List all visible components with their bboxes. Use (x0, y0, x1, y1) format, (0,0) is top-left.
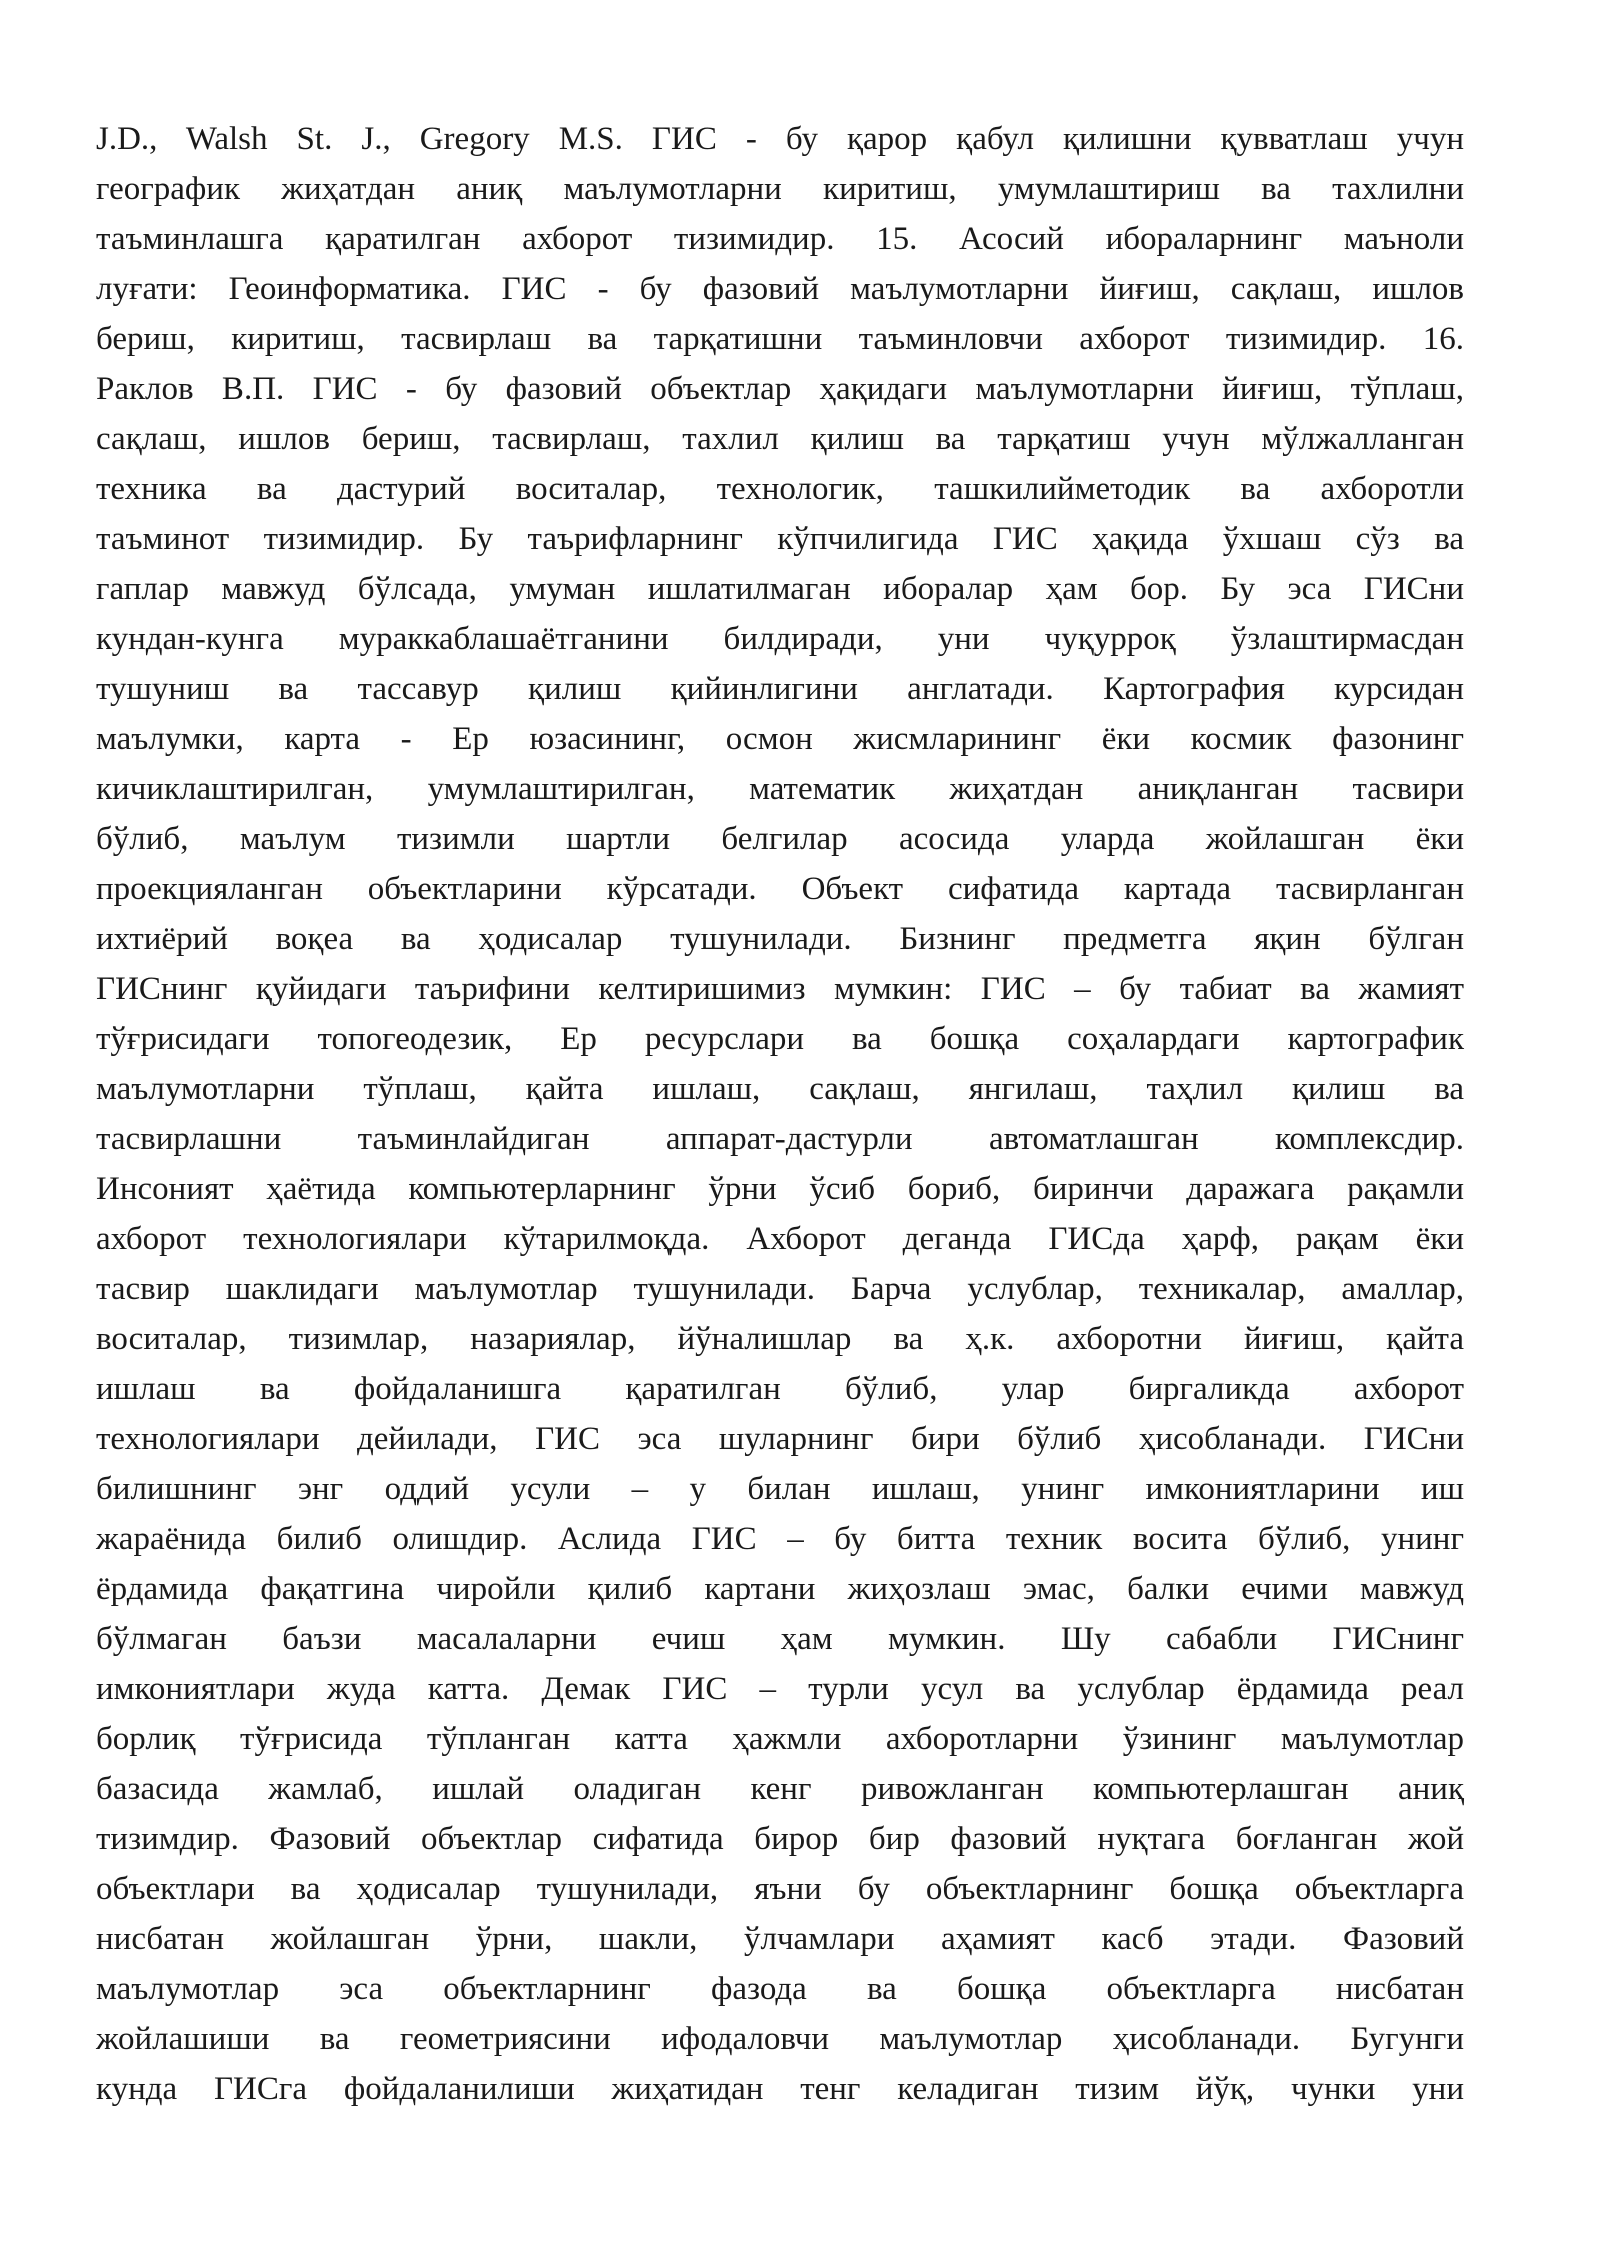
text-line: Инсоният ҳаётида компьютерларнинг ўрни ўсиб бориб, биринчи даражага рақамли (96, 1171, 1464, 1207)
text-line: объектлари ва ҳодисалар тушунилади, яъни бу объектларнинг бошқа объектларга (96, 1871, 1464, 1907)
text-line: таъминлашга қаратилган ахборот тизимидир. 15. Асосий ибораларнинг маъноли (96, 221, 1464, 257)
text-line: сақлаш, ишлов бериш, тасвирлаш, тахлил қилиш ва тарқатиш учун мўлжалланган (96, 421, 1464, 457)
text-line: ишлаш ва фойдаланишга қаратилган бўлиб, улар биргаликда ахборот (96, 1371, 1464, 1407)
text-line: таъминот тизимидир. Бу таърифларнинг кўпчилигида ГИС ҳақида ўхшаш сўз ва (96, 521, 1464, 557)
text-line: маълумки, карта - Ер юзасининг, осмон жисмларининг ёки космик фазонинг (96, 721, 1464, 757)
text-line: воситалар, тизимлар, назариялар, йўналишлар ва ҳ.к. ахборотни йиғиш, қайта (96, 1321, 1464, 1357)
text-line: бўлиб, маълум тизимли шартли белгилар асосида уларда жойлашган ёки (96, 821, 1464, 857)
text-line: борлиқ тўғрисида тўпланган катта ҳажмли ахборотларни ўзининг маълумотлар (96, 1721, 1464, 1757)
text-line: тизимдир. Фазовий объектлар сифатида бирор бир фазовий нуқтага боғланган жой (96, 1821, 1464, 1857)
text-line: техника ва дастурий воситалар, технологик, ташкилийметодик ва ахборотли (96, 471, 1464, 507)
text-line: тасвирлашни таъминлайдиган аппарат-дастурли автоматлашган комплексдир. (96, 1121, 1464, 1157)
text-line: жойлашиши ва геометриясини ифодаловчи маълумотлар ҳисобланади. Бугунги (96, 2021, 1464, 2057)
text-line: нисбатан жойлашган ўрни, шакли, ўлчамлари аҳамият касб этади. Фазовий (96, 1921, 1464, 1957)
text-line: билишнинг энг оддий усули – у билан ишлаш, унинг имкониятларини иш (96, 1471, 1464, 1507)
text-line: маълумотларни тўплаш, қайта ишлаш, сақлаш, янгилаш, таҳлил қилиш ва (96, 1071, 1464, 1107)
text-line: кунда ГИСга фойдаланилиши жиҳатидан тенг келадиган тизим йўқ, чунки уни (96, 2071, 1464, 2107)
text-line: гаплар мавжуд бўлсада, умуман ишлатилмаган иборалар ҳам бор. Бу эса ГИСни (96, 571, 1464, 607)
text-line: географик жиҳатдан аниқ маълумотларни киритиш, умумлаштириш ва тахлилни (96, 171, 1464, 207)
text-line: ГИСнинг қуйидаги таърифини келтиришимиз мумкин: ГИС – бу табиат ва жамият (96, 971, 1464, 1007)
text-line: ёрдамида фақатгина чиройли қилиб картани жиҳозлаш эмас, балки ечими мавжуд (96, 1571, 1464, 1607)
text-line: технологиялари дейилади, ГИС эса шуларнинг бири бўлиб ҳисобланади. ГИСни (96, 1421, 1464, 1457)
text-line: жараёнида билиб олишдир. Аслида ГИС – бу битта техник восита бўлиб, унинг (96, 1521, 1464, 1557)
text-line: ихтиёрий воқеа ва ҳодисалар тушунилади. Бизнинг предметга яқин бўлган (96, 921, 1464, 957)
text-line: ахборот технологиялари кўтарилмоқда. Ахборот деганда ГИСда ҳарф, рақам ёки (96, 1221, 1464, 1257)
text-line: Раклов В.П. ГИС - бу фазовий объектлар ҳақидаги маълумотларни йиғиш, тўплаш, (96, 371, 1464, 407)
text-line: базасида жамлаб, ишлай оладиган кенг ривожланган компьютерлашган аниқ (96, 1771, 1464, 1807)
text-line: имкониятлари жуда катта. Демак ГИС – турли усул ва услублар ёрдамида реал (96, 1671, 1464, 1707)
text-line: луғати: Геоинформатика. ГИС - бу фазовий маълумотларни йиғиш, сақлаш, ишлов (96, 271, 1464, 307)
text-line: проекцияланган объектларини кўрсатади. Объект сифатида картада тасвирланган (96, 871, 1464, 907)
text-line: кичиклаштирилган, умумлаштирилган, математик жиҳатдан аниқланган тасвири (96, 771, 1464, 807)
text-line: кундан-кунга мураккаблашаётганини билдиради, уни чуқурроқ ўзлаштирмасдан (96, 621, 1464, 657)
text-line: тўғрисидаги топогеодезик, Ер ресурслари ва бошқа соҳалардаги картографик (96, 1021, 1464, 1057)
text-line: тасвир шаклидаги маълумотлар тушунилади. Барча услублар, техникалар, амаллар, (96, 1271, 1464, 1307)
text-line: маълумотлар эса объектларнинг фазода ва бошқа объектларга нисбатан (96, 1971, 1464, 2007)
text-line: J.D., Walsh St. J., Gregory M.S. ГИС - бу қарор қабул қилишни қувватлаш учун (96, 121, 1464, 157)
text-line: бўлмаган баъзи масалаларни ечиш ҳам мумкин. Шу сабабли ГИСнинг (96, 1621, 1464, 1657)
body-paragraph (96, 114, 1464, 2114)
text-line: бериш, киритиш, тасвирлаш ва тарқатишни таъминловчи ахборот тизимидир. 16. (96, 321, 1464, 357)
text-line: тушуниш ва тассавур қилиш қийинлигини англатади. Картография курсидан (96, 671, 1464, 707)
